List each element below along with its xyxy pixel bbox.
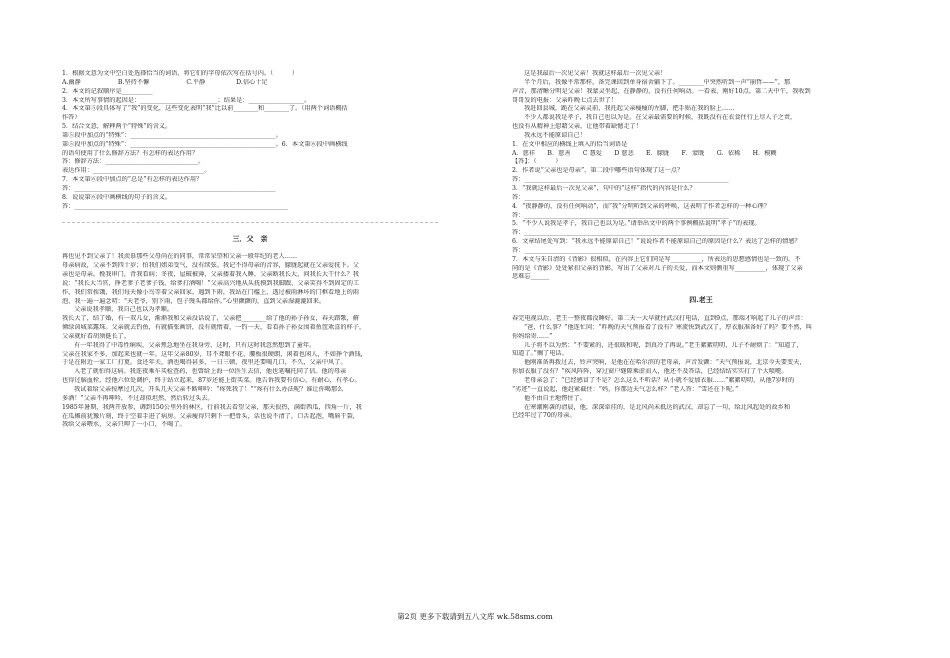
story-line: 我给父亲喂水，父亲只呷了一小口，不喝了。 (62, 421, 186, 429)
story-line: 也得过脑血栓，经他六位处调护，终于站立起来，87岁还能上街买菜。他告诉我要有信心，有耐心，有孝心。 (62, 377, 361, 385)
question-line: 答：__________________________________________________________________ (512, 229, 729, 237)
story-line: 知道了。”搁了电话。 (512, 350, 568, 358)
story-line: 亲也是母亲。挽我串门，背我看病；冬夜，屋破被薄，父亲搂着我入睡。父亲断我长大，问我长大干什么？我 (62, 271, 359, 279)
story-line: 不少人都说我是孝子，我自己也以为是。在父亲最需要的时候，我既没有在衣食住行上尽人子之责， (524, 114, 797, 122)
story-line: “劣迹”一直说起，他赶紧截住：“妈，你那边天气怎么样？”老人答：“雪还在下呢。” (512, 385, 739, 393)
question-line: 7．本文第⑥段中加点的“总是”有怎样的表达作用？ (62, 176, 203, 184)
question-line: 答：__________________________________________________________________ (512, 211, 729, 219)
question-line: 答：_________________________________________________________________ (62, 184, 276, 192)
questions-block-right (512, 141, 890, 283)
story-line: 已经年过了70的母亲。 (512, 412, 576, 420)
story-line: 在寒潮刚袭的清晨，他，深深牵挂的，是北风尚未抵达的武汉，却忘了一句，给北风起处的故乡和 (524, 403, 791, 411)
right-column (512, 70, 890, 421)
story-line: 老母亲急了：“已经感冒了不是？怎么这么不听话？从小就不爱加衣服……”絮絮叨叨，从他7岁时的 (524, 377, 795, 384)
story-block-right (512, 315, 890, 421)
question-line: 4．“夜静静的，没有任何响动”，而“我”分明听到父亲的呼唤，这表明了作者怎样的一种心理？ (512, 202, 770, 210)
questions-block-left (62, 70, 438, 212)
story-line: 于是在附近一家工厂打更。食还年关，酒也喝得甚多，一日三顿，夜里还要喝几口，不久，父亲中风了。 (62, 359, 347, 367)
story-line: 儿子将不以为然：“不要紧的，还很暖和呢，到真冷了再说。”老王絮絮叨叨，儿子不耐烦了：“知道了， (524, 341, 803, 349)
question-line: 4．本文第⑤段具体写了“我”的变化，这些变化表明“我”比以前________和________了。（用两个词语概括 (62, 105, 348, 113)
story-line: 我长大了，结了婚，有一双儿女，渐渐我和父亲没话说了，父亲把________给了他的孙子孙女，春天踏歌，俯 (62, 315, 359, 323)
question-line: 同的是《背影》处处紧扣父亲的背影，写出了父亲对儿子的关爱，而本文则侧重写__________，体现了父亲 (512, 264, 803, 272)
story-block-left (62, 253, 438, 430)
story-line: 多酒！”父亲不再呻吟，不过却似坦然，然后转过头去。 (62, 394, 214, 402)
story-line: 这是我最后一次见父亲！我就这样最后一次见父亲！ (524, 70, 667, 77)
question-line: A．慈祥 B．慈善 C 慧爱 D 慈悲 E．朦胧 F．蒙眬 G．依稀 H．模糊 (512, 149, 777, 157)
left-column (62, 70, 438, 430)
question-line: 1．在文中相应的横线上填入的恰当词语是 (512, 140, 628, 148)
section-title: 三．父 亲 (232, 233, 268, 243)
story-line: 母亲病故，父亲不到四十岁；怕我们姐弟受气，没有续弦。我记不得母亲的音容，朦胧起就在父亲爱抚下。父 (62, 262, 359, 270)
story-line: 再也见不到父亲了！我羡慕那些父母尚在的同事，常常呆望和父亲一般年纪的老人…… (62, 253, 298, 261)
story-line: 春完电视以后，老王一整夜都没睡好。第二天一大早就往武汉打电话，直到9点，那端才响起了儿子的声音： (512, 315, 807, 323)
question-line: 答：_____________________________________________________________________ (62, 202, 288, 210)
page-footer: 第2页 更多下载请到五八文库 wk.58sms.com (397, 612, 553, 621)
story-line: 声音，那清晰分明是父亲！我蒙灵坐起，在静静的，没有任何响动。一看表，刚好10点。第二天中午，我收到 (512, 87, 811, 95)
story-line: 1985年暑期，我两开放参，调到150公里外的林区，行前我去看望父亲，那天很热，满街西瓜，四角一斤，我 (62, 403, 362, 411)
divider (62, 222, 438, 223)
story-line: 半个月后，我像平常那样，备完课回到单身宿舍躺下了。________中突然听到一声“崩哲——”，那 (524, 78, 791, 86)
question-line: 答：__________________________________________________________________ (512, 193, 729, 201)
story-line: 我永远不能原谅自己！ (524, 131, 586, 139)
question-line: 思难忘______ (512, 273, 550, 281)
question-line: 3．“我就这样最后一次见父亲”，句中的“这样”指代的内容是什么？ (512, 184, 696, 192)
question-line: 1．根据文意为文中空白处选择恰当的词语，将它们的字母依次写在括号内。（ ） (62, 70, 298, 77)
story-line: “爸，什么事？”他连忙问：“昨晚的天气预报看了没有？寒流快到武汉了，厚衣服准备好了吗？要不然，叫 (524, 323, 812, 331)
question-line: 【答】：（ ） (512, 158, 562, 166)
story-line: 我试着给父亲按摩过几次，开头几天父亲不断呻吟：“疼死我了！”“疼有什么办法呢？谁让你喝那么 (74, 386, 344, 393)
story-line: 泡，我一遍一遍念叨：“天老爷，别下雨，包子馒头都给你。”心里颤颤的，直到父亲湿漉漉回来。 (62, 297, 326, 305)
story-line: 他刚准备再拨过去，铃声突响，是他在在哈尔滨的老母亲，声音发颤：“天气预报说，北京今天要变天， (524, 359, 806, 367)
question-line: 5．结合文意，解释两个“特殊”的含义。 (62, 123, 172, 131)
story-line: 也没有从精神上慰藉父亲，让他带着缺憾走了！ (512, 123, 642, 131)
story-line: 作，我们常挨饿，我们每天像小鸟等着父亲回家。遇到下雨，我站在门槛上，透过被雨淋坏的门框看地上的雨 (62, 288, 359, 296)
story-line: 父亲说我孝顺，我自己也以为孝顺。 (74, 306, 173, 314)
question-line: 5．“不少人说我是孝子，我自己也以为是。”请举出文中的两个事例概括说明“孝子”的表现。 (512, 220, 761, 228)
question-line: 表达作用：____________________________________。 (62, 167, 211, 175)
question-line: 第⑤段中加点的“特殊”：_______________________________________________。 (62, 131, 282, 139)
question-line: 答：修辞方法：______________________________。 (62, 158, 205, 166)
section-title: 四.老王 (689, 295, 713, 305)
story-line: 倾绿茵城菜露珠。父亲就去钓鱼，有就描张画饼，没有就惰着，一钓一天，看看孙子孙女围着鱼筐欢喜的样子， (62, 324, 366, 332)
question-line: 的语句使用了什么修辞方法？有怎样的表达作用？ (62, 149, 199, 157)
story-line: 有一年我得了中毒性痢疾，父亲焦急地坐在我身旁，这时，只有这时我忽然想到了童年。 (74, 341, 316, 349)
question-line: 3．本文所写事情的起因是：_________________________；结果是：__________________。 (62, 96, 311, 104)
question-line: 2．作者说“父亲也是母亲”，第二段中哪些语句体现了这一点？ (512, 167, 684, 175)
question-line: 答：__________________________________________________________________ (512, 176, 729, 184)
question-line: 6．文章结尾处写到：“我永远不能原谅自己！”说说作者不能原谅自己的原因是什么？表达了怎样的情感？ (512, 238, 801, 246)
question-line: 答：__________________________________________________________________ (512, 246, 729, 254)
question-line: A.幽静 B.坚持不懈 C.平静 D.信心十足 (62, 78, 268, 86)
story-line: 哥哥发的电报：父亲昨晚七点去世了！ (512, 96, 618, 104)
story-line: 父亲在我家不多，加起来也就一年。这年父亲80岁，耳不聋眼不花，腰板很硬朗，闲着也闲人，不如挣个酒钱， (62, 350, 367, 358)
story-line: 他不由自主地愣住了。 (524, 394, 586, 402)
story-top-block-right (512, 70, 890, 141)
story-line: 在瓜摊前犹豫片刻，终于空着手进了病房。父亲瘦得只剩下一把骨头，话也说不清了，口舌起泡，嘴唇干裂， (62, 412, 359, 420)
question-line: 7．本文与朱自清的《背影》很相似，在内容上它们同是写__________，所表达的思想感情也是一致的。不 (512, 255, 801, 263)
question-line: 2．本文的记叙顺序是__________ (62, 87, 153, 95)
question-line: 第⑤段中加点的“特殊”：_______________________________________________。6．本文第⑥段中画横线 (62, 140, 348, 148)
story-line: 父亲就好看胡须挺长了。 (62, 332, 131, 340)
question-line: 8．说说第⑥段中画横线的句子的含义。 (62, 193, 172, 201)
story-line: 你妈给寄……” (512, 332, 553, 340)
story-line: 我赶回县城，跪在父亲灵前，我托起父亲瘦瘦的左脚，把手贴在我的脸上…… (524, 105, 735, 113)
story-line: 你加衣服了没有？”疾风阵阵，穿过窗户缝隙乘虚而入，他还不及答话，已经结结实实打了个大喷嚏。 (512, 368, 788, 376)
question-line: 作答） (62, 114, 81, 122)
story-line: 说：“我长大当官，挣老爹子老爹子钱，给爹打酒喝！”父亲高兴地从头抚摸到我脚跟，父亲笑得不到固定的工 (62, 279, 360, 287)
story-line: 入老了就怕得这病。我连夜乘车买检查药，也曾给上海一位医生去信，他也笔嘱托同了信。他的母亲 (74, 368, 347, 376)
